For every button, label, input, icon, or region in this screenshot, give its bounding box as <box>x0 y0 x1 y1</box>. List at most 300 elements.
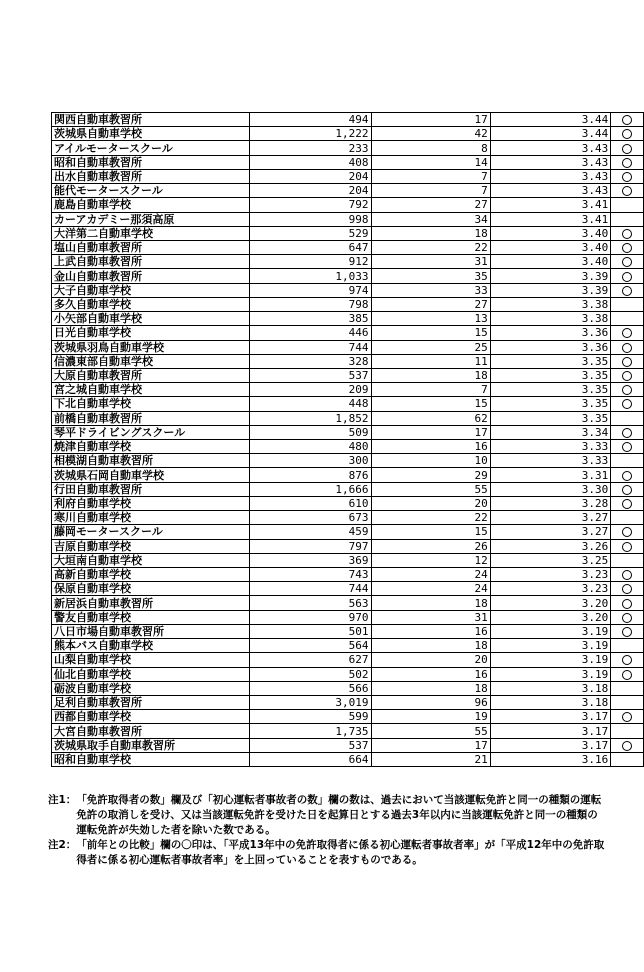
accident-count-cell: 18 <box>371 681 490 695</box>
circle-icon <box>622 115 632 125</box>
table-row <box>52 397 644 411</box>
comparison-mark-cell <box>611 411 644 425</box>
note-1-text: 「免許取得者の数」欄及び「初心運転者事故者の数」欄の数は、過去において当該運転免許と同一の種類の運転免許の取消しを受け、又は当該運転免許を受けた日を起算日とする過去3年以内に当該運転免許と同一の種類の運転免許が失効した者を除いた数である。 <box>76 794 602 836</box>
license-count-cell: 1,735 <box>250 724 371 738</box>
circle-icon <box>622 670 632 680</box>
circle-icon <box>622 712 632 722</box>
comparison-mark-cell <box>611 568 644 582</box>
accident-rate-cell: 3.35 <box>490 383 611 397</box>
accident-rate-cell: 3.38 <box>490 297 611 311</box>
table-row <box>52 553 644 567</box>
school-name-cell: 寒川自動車学校 <box>52 511 250 525</box>
table-row <box>52 653 644 667</box>
comparison-mark-cell <box>611 681 644 695</box>
license-count-cell: 970 <box>250 610 371 624</box>
accident-count-cell: 24 <box>371 568 490 582</box>
circle-icon <box>622 272 632 282</box>
accident-count-cell: 27 <box>371 198 490 212</box>
table-row <box>52 525 644 539</box>
license-count-cell: 3,019 <box>250 695 371 709</box>
circle-icon <box>622 243 632 253</box>
school-name-cell: 吉原自動車学校 <box>52 539 250 553</box>
table-row <box>52 440 644 454</box>
license-count-cell: 647 <box>250 240 371 254</box>
table-row <box>52 582 644 596</box>
accident-rate-cell: 3.43 <box>490 169 611 183</box>
school-name-cell: 下北自動車学校 <box>52 397 250 411</box>
license-count-cell: 627 <box>250 653 371 667</box>
license-count-cell: 408 <box>250 155 371 169</box>
accident-rate-cell: 3.16 <box>490 752 611 766</box>
accident-rate-cell: 3.36 <box>490 340 611 354</box>
school-name-cell: 出水自動車教習所 <box>52 169 250 183</box>
accident-rate-cell: 3.27 <box>490 511 611 525</box>
school-name-cell: 茨城県石岡自動車学校 <box>52 468 250 482</box>
license-count-cell: 1,222 <box>250 127 371 141</box>
table-row <box>52 639 644 653</box>
table-row <box>52 297 644 311</box>
school-name-cell: 八日市場自動車教習所 <box>52 624 250 638</box>
comparison-mark-cell <box>611 582 644 596</box>
school-name-cell: 山梨自動車学校 <box>52 653 250 667</box>
comparison-mark-cell <box>611 269 644 283</box>
table-row <box>52 496 644 510</box>
accident-rate-cell: 3.43 <box>490 155 611 169</box>
accident-count-cell: 27 <box>371 297 490 311</box>
license-count-cell: 563 <box>250 596 371 610</box>
accident-count-cell: 21 <box>371 752 490 766</box>
table-row <box>52 511 644 525</box>
table-row <box>52 738 644 752</box>
license-count-cell: 610 <box>250 496 371 510</box>
table-row <box>52 724 644 738</box>
accident-rate-cell: 3.20 <box>490 596 611 610</box>
accident-rate-cell: 3.30 <box>490 482 611 496</box>
accident-rate-cell: 3.23 <box>490 568 611 582</box>
comparison-mark-cell <box>611 454 644 468</box>
school-name-cell: カーアカデミー那須高原 <box>52 212 250 226</box>
accident-count-cell: 96 <box>371 695 490 709</box>
license-count-cell: 448 <box>250 397 371 411</box>
comparison-mark-cell <box>611 738 644 752</box>
license-count-cell: 446 <box>250 326 371 340</box>
table-row <box>52 141 644 155</box>
circle-icon <box>622 286 632 296</box>
comparison-mark-cell <box>611 354 644 368</box>
accident-rate-cell: 3.36 <box>490 326 611 340</box>
table-row <box>52 425 644 439</box>
accident-rate-cell: 3.20 <box>490 610 611 624</box>
comparison-mark-cell <box>611 653 644 667</box>
comparison-mark-cell <box>611 553 644 567</box>
circle-icon <box>622 144 632 154</box>
accident-count-cell: 20 <box>371 496 490 510</box>
circle-icon <box>622 428 632 438</box>
comparison-mark-cell <box>611 312 644 326</box>
note-2-text: 「前年との比較」欄の〇印は、「平成13年中の免許取得者に係る初心運転者事故者率」が「平成12年中の免許取得者に係る初心運転者事故者率」を上回っていることを表すものである。 <box>76 839 605 866</box>
school-name-cell: 琴平ドライビングスクール <box>52 425 250 439</box>
accident-count-cell: 14 <box>371 155 490 169</box>
license-count-cell: 233 <box>250 141 371 155</box>
circle-icon <box>622 627 632 637</box>
accident-rate-cell: 3.26 <box>490 539 611 553</box>
accident-rate-cell: 3.34 <box>490 425 611 439</box>
accident-count-cell: 16 <box>371 440 490 454</box>
table-row <box>52 240 644 254</box>
accident-rate-cell: 3.23 <box>490 582 611 596</box>
comparison-mark-cell <box>611 752 644 766</box>
school-name-cell: 警友自動車学校 <box>52 610 250 624</box>
school-name-cell: 宮之城自動車学校 <box>52 383 250 397</box>
accident-count-cell: 18 <box>371 368 490 382</box>
accident-count-cell: 7 <box>371 383 490 397</box>
accident-rate-cell: 3.43 <box>490 184 611 198</box>
license-count-cell: 673 <box>250 511 371 525</box>
license-count-cell: 566 <box>250 681 371 695</box>
circle-icon <box>622 471 632 481</box>
circle-icon <box>622 542 632 552</box>
accident-rate-cell: 3.39 <box>490 283 611 297</box>
license-count-cell: 209 <box>250 383 371 397</box>
circle-icon <box>622 343 632 353</box>
school-name-cell: 大洋第二自動車学校 <box>52 226 250 240</box>
accident-rate-cell: 3.35 <box>490 397 611 411</box>
table-row <box>52 368 644 382</box>
accident-count-cell: 42 <box>371 127 490 141</box>
accident-count-cell: 10 <box>371 454 490 468</box>
school-name-cell: 茨城県取手自動車教習所 <box>52 738 250 752</box>
license-count-cell: 300 <box>250 454 371 468</box>
comparison-mark-cell <box>611 667 644 681</box>
school-name-cell: 高新自動車学校 <box>52 568 250 582</box>
comparison-mark-cell <box>611 610 644 624</box>
school-name-cell: 仙北自動車学校 <box>52 667 250 681</box>
license-count-cell: 385 <box>250 312 371 326</box>
accident-count-cell: 11 <box>371 354 490 368</box>
table-row <box>52 169 644 183</box>
school-table <box>51 112 644 767</box>
circle-icon <box>622 613 632 623</box>
accident-count-cell: 62 <box>371 411 490 425</box>
school-name-cell: 藤岡モータースクール <box>52 525 250 539</box>
school-name-cell: アイルモータースクール <box>52 141 250 155</box>
accident-rate-cell: 3.19 <box>490 667 611 681</box>
table-row <box>52 155 644 169</box>
school-name-cell: 上武自動車教習所 <box>52 255 250 269</box>
circle-icon <box>622 655 632 665</box>
accident-count-cell: 17 <box>371 738 490 752</box>
school-name-cell: 利府自動車学校 <box>52 496 250 510</box>
circle-icon <box>622 399 632 409</box>
table-row <box>52 482 644 496</box>
accident-rate-cell: 3.31 <box>490 468 611 482</box>
accident-rate-cell: 3.17 <box>490 738 611 752</box>
accident-count-cell: 35 <box>371 269 490 283</box>
table-row <box>52 283 644 297</box>
license-count-cell: 204 <box>250 169 371 183</box>
table-row <box>52 113 644 127</box>
table-row <box>52 411 644 425</box>
school-name-cell: 関西自動車教習所 <box>52 113 250 127</box>
accident-rate-cell: 3.27 <box>490 525 611 539</box>
school-name-cell: 能代モータースクール <box>52 184 250 198</box>
comparison-mark-cell <box>611 539 644 553</box>
table-row <box>52 468 644 482</box>
accident-count-cell: 7 <box>371 169 490 183</box>
comparison-mark-cell <box>611 212 644 226</box>
comparison-mark-cell <box>611 511 644 525</box>
accident-count-cell: 12 <box>371 553 490 567</box>
license-count-cell: 1,033 <box>250 269 371 283</box>
table-row <box>52 269 644 283</box>
accident-count-cell: 15 <box>371 525 490 539</box>
table-row <box>52 695 644 709</box>
accident-rate-cell: 3.38 <box>490 312 611 326</box>
school-name-cell: 塩山自動車教習所 <box>52 240 250 254</box>
comparison-mark-cell <box>611 695 644 709</box>
license-count-cell: 797 <box>250 539 371 553</box>
school-name-cell: 金山自動車教習所 <box>52 269 250 283</box>
comparison-mark-cell <box>611 240 644 254</box>
table-row <box>52 624 644 638</box>
accident-rate-cell: 3.39 <box>490 269 611 283</box>
school-name-cell: 保原自動車学校 <box>52 582 250 596</box>
accident-count-cell: 17 <box>371 425 490 439</box>
license-count-cell: 494 <box>250 113 371 127</box>
comparison-mark-cell <box>611 141 644 155</box>
circle-icon <box>622 357 632 367</box>
license-count-cell: 998 <box>250 212 371 226</box>
comparison-mark-cell <box>611 368 644 382</box>
accident-count-cell: 17 <box>371 113 490 127</box>
license-count-cell: 204 <box>250 184 371 198</box>
circle-icon <box>622 385 632 395</box>
circle-icon <box>622 485 632 495</box>
license-count-cell: 744 <box>250 582 371 596</box>
accident-count-cell: 16 <box>371 667 490 681</box>
accident-count-cell: 29 <box>371 468 490 482</box>
table-row <box>52 710 644 724</box>
accident-rate-cell: 3.35 <box>490 368 611 382</box>
note-1-label: 注1： <box>48 794 77 806</box>
circle-icon <box>622 129 632 139</box>
accident-rate-cell: 3.33 <box>490 440 611 454</box>
table-row <box>52 596 644 610</box>
accident-count-cell: 20 <box>371 653 490 667</box>
circle-icon <box>622 584 632 594</box>
circle-icon <box>622 172 632 182</box>
table-row <box>52 681 644 695</box>
license-count-cell: 459 <box>250 525 371 539</box>
comparison-mark-cell <box>611 383 644 397</box>
comparison-mark-cell <box>611 482 644 496</box>
school-name-cell: 相模湖自動車教習所 <box>52 454 250 468</box>
comparison-mark-cell <box>611 425 644 439</box>
table-row <box>52 127 644 141</box>
comparison-mark-cell <box>611 326 644 340</box>
accident-count-cell: 13 <box>371 312 490 326</box>
accident-rate-cell: 3.35 <box>490 411 611 425</box>
comparison-mark-cell <box>611 169 644 183</box>
license-count-cell: 1,666 <box>250 482 371 496</box>
accident-count-cell: 25 <box>371 340 490 354</box>
school-name-cell: 大宮自動車教習所 <box>52 724 250 738</box>
school-name-cell: 熊本バス自動車学校 <box>52 639 250 653</box>
comparison-mark-cell <box>611 724 644 738</box>
comparison-mark-cell <box>611 297 644 311</box>
table-row <box>52 340 644 354</box>
accident-count-cell: 7 <box>371 184 490 198</box>
license-count-cell: 599 <box>250 710 371 724</box>
accident-count-cell: 33 <box>371 283 490 297</box>
accident-count-cell: 24 <box>371 582 490 596</box>
license-count-cell: 792 <box>250 198 371 212</box>
table-row <box>52 539 644 553</box>
comparison-mark-cell <box>611 710 644 724</box>
accident-rate-cell: 3.44 <box>490 113 611 127</box>
license-count-cell: 743 <box>250 568 371 582</box>
license-count-cell: 798 <box>250 297 371 311</box>
license-count-cell: 564 <box>250 639 371 653</box>
circle-icon <box>622 599 632 609</box>
comparison-mark-cell <box>611 155 644 169</box>
accident-rate-cell: 3.18 <box>490 681 611 695</box>
circle-icon <box>622 158 632 168</box>
comparison-mark-cell <box>611 397 644 411</box>
accident-rate-cell: 3.40 <box>490 240 611 254</box>
accident-rate-cell: 3.25 <box>490 553 611 567</box>
circle-icon <box>622 186 632 196</box>
school-name-cell: 行田自動車教習所 <box>52 482 250 496</box>
table-row <box>52 610 644 624</box>
license-count-cell: 502 <box>250 667 371 681</box>
school-name-cell: 砺波自動車学校 <box>52 681 250 695</box>
table-row <box>52 198 644 212</box>
school-name-cell: 日光自動車学校 <box>52 326 250 340</box>
circle-icon <box>622 257 632 267</box>
note-2 <box>48 838 608 868</box>
accident-count-cell: 22 <box>371 511 490 525</box>
accident-count-cell: 55 <box>371 482 490 496</box>
school-name-cell: 茨城県自動車学校 <box>52 127 250 141</box>
accident-count-cell: 15 <box>371 397 490 411</box>
accident-rate-cell: 3.41 <box>490 212 611 226</box>
license-count-cell: 369 <box>250 553 371 567</box>
accident-count-cell: 15 <box>371 326 490 340</box>
table-row <box>52 184 644 198</box>
license-count-cell: 529 <box>250 226 371 240</box>
circle-icon <box>622 527 632 537</box>
school-name-cell: 大垣南自動車学校 <box>52 553 250 567</box>
comparison-mark-cell <box>611 127 644 141</box>
accident-count-cell: 18 <box>371 226 490 240</box>
comparison-mark-cell <box>611 596 644 610</box>
circle-icon <box>622 741 632 751</box>
accident-count-cell: 55 <box>371 724 490 738</box>
school-name-cell: 茨城県羽鳥自動車学校 <box>52 340 250 354</box>
table-row <box>52 752 644 766</box>
comparison-mark-cell <box>611 198 644 212</box>
license-count-cell: 328 <box>250 354 371 368</box>
table-row <box>52 212 644 226</box>
comparison-mark-cell <box>611 496 644 510</box>
school-name-cell: 足利自動車教習所 <box>52 695 250 709</box>
school-name-cell: 昭和自動車学校 <box>52 752 250 766</box>
school-name-cell: 大子自動車学校 <box>52 283 250 297</box>
accident-rate-cell: 3.35 <box>490 354 611 368</box>
accident-rate-cell: 3.19 <box>490 639 611 653</box>
license-count-cell: 876 <box>250 468 371 482</box>
circle-icon <box>622 570 632 580</box>
school-name-cell: 信濃東部自動車学校 <box>52 354 250 368</box>
circle-icon <box>622 229 632 239</box>
accident-count-cell: 34 <box>371 212 490 226</box>
school-name-cell: 新居浜自動車教習所 <box>52 596 250 610</box>
license-count-cell: 974 <box>250 283 371 297</box>
accident-rate-cell: 3.19 <box>490 653 611 667</box>
license-count-cell: 537 <box>250 738 371 752</box>
accident-count-cell: 19 <box>371 710 490 724</box>
table-row <box>52 255 644 269</box>
circle-icon <box>622 328 632 338</box>
note-2-label: 注2： <box>48 839 77 851</box>
comparison-mark-cell <box>611 113 644 127</box>
accident-count-cell: 31 <box>371 255 490 269</box>
accident-count-cell: 8 <box>371 141 490 155</box>
table-row <box>52 312 644 326</box>
accident-rate-cell: 3.28 <box>490 496 611 510</box>
comparison-mark-cell <box>611 283 644 297</box>
school-name-cell: 昭和自動車教習所 <box>52 155 250 169</box>
circle-icon <box>622 371 632 381</box>
table-row <box>52 354 644 368</box>
accident-rate-cell: 3.40 <box>490 255 611 269</box>
note-1 <box>48 793 608 838</box>
license-count-cell: 1,852 <box>250 411 371 425</box>
accident-rate-cell: 3.40 <box>490 226 611 240</box>
school-name-cell: 西都自動車学校 <box>52 710 250 724</box>
circle-icon <box>622 499 632 509</box>
license-count-cell: 537 <box>250 368 371 382</box>
accident-rate-cell: 3.43 <box>490 141 611 155</box>
comparison-mark-cell <box>611 468 644 482</box>
school-name-cell: 大原自動車教習所 <box>52 368 250 382</box>
circle-icon <box>622 442 632 452</box>
license-count-cell: 664 <box>250 752 371 766</box>
table-row <box>52 667 644 681</box>
accident-rate-cell: 3.17 <box>490 724 611 738</box>
accident-count-cell: 26 <box>371 539 490 553</box>
license-count-cell: 912 <box>250 255 371 269</box>
table-row <box>52 326 644 340</box>
license-count-cell: 744 <box>250 340 371 354</box>
comparison-mark-cell <box>611 255 644 269</box>
table-row <box>52 454 644 468</box>
license-count-cell: 509 <box>250 425 371 439</box>
table-row <box>52 568 644 582</box>
accident-count-cell: 18 <box>371 639 490 653</box>
accident-rate-cell: 3.18 <box>490 695 611 709</box>
license-count-cell: 501 <box>250 624 371 638</box>
comparison-mark-cell <box>611 624 644 638</box>
comparison-mark-cell <box>611 340 644 354</box>
comparison-mark-cell <box>611 226 644 240</box>
table-body <box>52 113 644 767</box>
comparison-mark-cell <box>611 525 644 539</box>
accident-count-cell: 18 <box>371 596 490 610</box>
accident-count-cell: 22 <box>371 240 490 254</box>
table-row <box>52 226 644 240</box>
